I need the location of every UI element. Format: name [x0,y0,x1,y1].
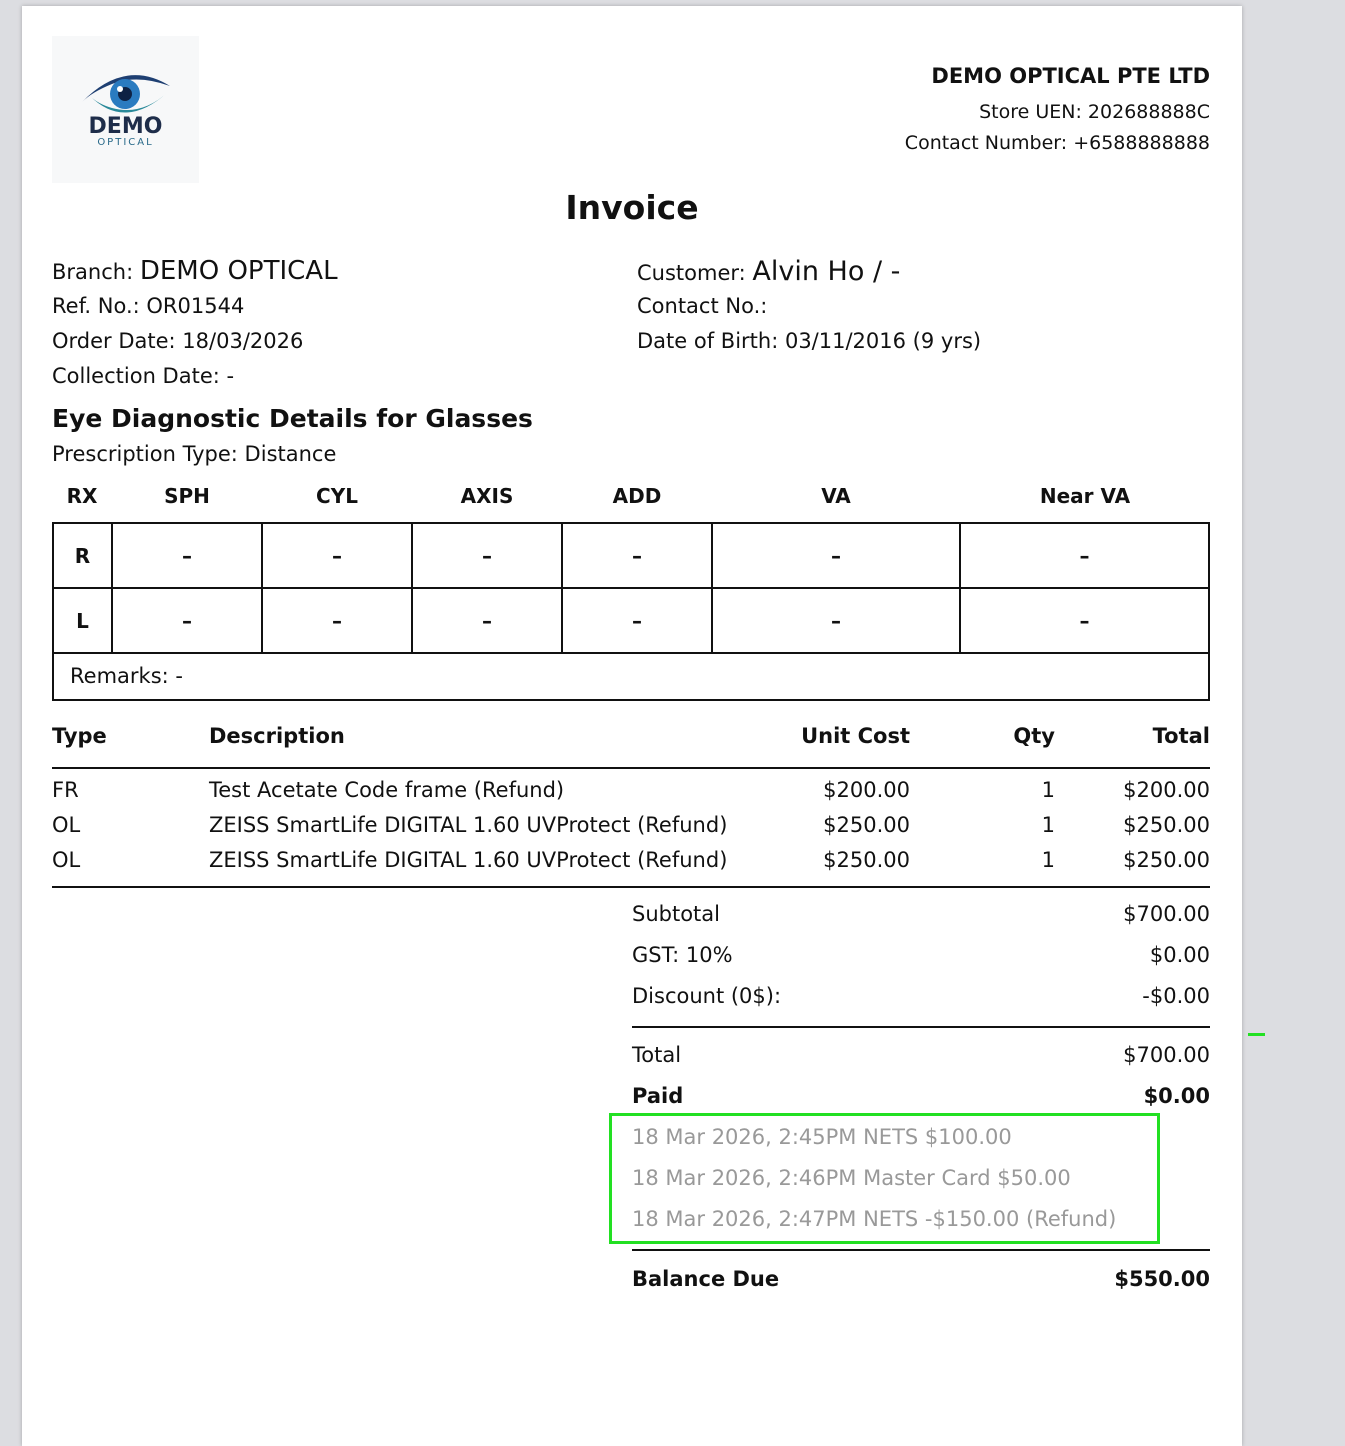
item-qty: 1 [1041,778,1055,802]
type-header: Type [52,724,107,748]
item-unit-cost: $200.00 [823,778,910,802]
prescription-type: Prescription Type: Distance [52,442,337,466]
divider [52,886,1210,888]
item-unit-cost: $250.00 [823,848,910,872]
near-va-cell: – [960,524,1208,588]
item-qty: 1 [1041,848,1055,872]
va-cell: – [712,588,960,653]
add-cell: – [562,588,712,653]
add-cell: – [562,524,712,588]
divider [632,1026,1210,1028]
rx-eye: L [54,588,112,653]
item-description: Test Acetate Code frame (Refund) [209,778,565,802]
payment-entry: 18 Mar 2026, 2:47PM NETS -$150.00 (Refund) [632,1207,1117,1231]
page-title: Invoice [565,188,699,227]
balance-due-label: Balance Due [632,1267,780,1291]
cyl-cell: – [262,524,412,588]
item-total: $250.00 [1123,848,1210,872]
item-type: OL [52,813,81,837]
description-header: Description [209,724,345,748]
item-total: $250.00 [1123,813,1210,837]
payment-entry: 18 Mar 2026, 2:46PM Master Card $50.00 [632,1166,1071,1190]
company-logo [52,36,199,183]
va-cell: – [712,524,960,588]
add-header: ADD [612,484,662,508]
total-value: $700.00 [1123,1043,1210,1067]
payment-entry: 18 Mar 2026, 2:45PM NETS $100.00 [632,1125,1012,1149]
qty-header: Qty [1013,724,1055,748]
collection-date: Collection Date: - [52,364,235,388]
ref-no: Ref. No.: OR01544 [52,294,245,318]
gst-value: $0.00 [1149,943,1210,967]
customer-value: Alvin Ho / - [752,256,901,287]
sph-cell: – [112,588,262,653]
sph-cell: – [112,524,262,588]
eye-heading: Eye Diagnostic Details for Glasses [52,404,533,433]
eye-icon [52,36,199,183]
company-name: DEMO OPTICAL PTE LTD [931,64,1210,88]
axis-cell: – [412,588,562,653]
contact-no: Contact No.: [637,294,768,318]
item-unit-cost: $250.00 [823,813,910,837]
va-header: VA [821,484,851,508]
item-qty: 1 [1041,813,1055,837]
branch-label: Branch: [52,260,134,284]
item-description: ZEISS SmartLife DIGITAL 1.60 UVProtect (Refund) [209,848,728,872]
axis-cell: – [412,524,562,588]
order-date: Order Date: 18/03/2026 [52,329,304,353]
divider [52,767,1210,769]
discount-value: -$0.00 [1142,984,1210,1008]
total-label: Total [632,1043,682,1067]
near-va-header: Near VA [1039,484,1131,508]
item-description: ZEISS SmartLife DIGITAL 1.60 UVProtect (Refund) [209,813,728,837]
cyl-cell: – [262,588,412,653]
date-of-birth: Date of Birth: 03/11/2016 (9 yrs) [637,329,982,353]
axis-header: AXIS [460,484,514,508]
paid-label: Paid [632,1084,684,1108]
company-uen: Store UEN: 202688888C [979,101,1210,123]
gst-label: GST: 10% [632,943,733,967]
balance-due-value: $550.00 [1114,1267,1210,1291]
rx-eye: R [54,524,112,588]
subtotal-label: Subtotal [632,902,720,926]
subtotal-value: $700.00 [1123,902,1210,926]
prescription-table [52,522,1210,701]
unit-cost-header: Unit Cost [801,724,910,748]
item-type: FR [52,778,79,802]
logo-brand: DEMO [88,114,163,139]
discount-label: Discount (0$): [632,984,782,1008]
item-type: OL [52,848,81,872]
table-row [54,524,1208,588]
rx-header: RX [66,484,98,508]
company-contact: Contact Number: +6588888888 [904,132,1210,154]
invoice-page [22,6,1242,1446]
near-va-cell: – [960,588,1208,653]
remarks: Remarks: - [70,664,183,688]
total-header: Total [1152,724,1210,748]
highlight-marker [1248,1033,1265,1036]
item-total: $200.00 [1123,778,1210,802]
logo-sub: OPTICAL [97,137,154,148]
table-row [54,588,1208,653]
divider [632,1249,1210,1251]
cyl-header: CYL [316,484,358,508]
paid-value: $0.00 [1143,1084,1210,1108]
sph-header: SPH [164,484,210,508]
branch-value: DEMO OPTICAL [139,256,338,286]
customer-label: Customer: [637,261,746,285]
